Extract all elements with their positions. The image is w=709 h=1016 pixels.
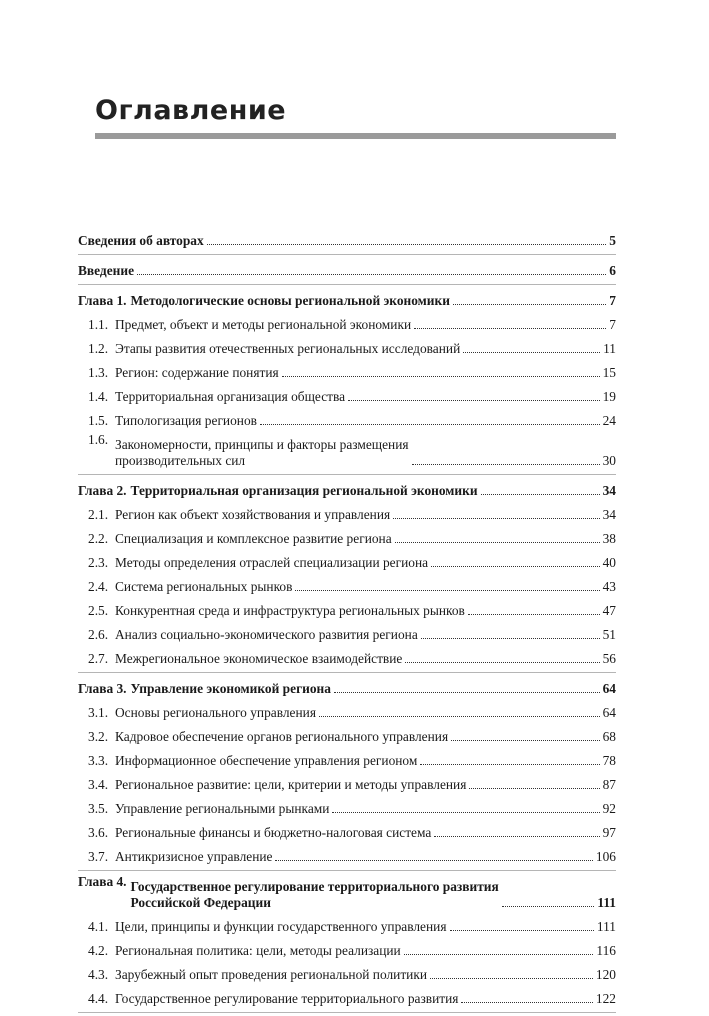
page-title: Оглавление	[95, 95, 287, 126]
toc-page-number: 6	[609, 263, 616, 278]
leader-dots	[348, 400, 600, 401]
section-title: Методы определения отраслей специализации региона	[115, 555, 429, 570]
section-title: Предмет, объект и методы региональной экономики	[115, 317, 412, 332]
divider	[78, 254, 616, 255]
section-title: Кадровое обеспечение органов регионального управления	[115, 729, 449, 744]
section-title: Система региональных рынков	[115, 579, 293, 594]
leader-dots	[334, 692, 600, 693]
toc-section-2-7[interactable]	[78, 646, 616, 670]
divider	[78, 1012, 616, 1013]
leader-dots	[207, 244, 607, 245]
toc-section-4-1[interactable]	[78, 914, 616, 938]
divider	[78, 474, 616, 475]
section-title: Управление региональными рынками	[115, 801, 330, 816]
section-number: 4.3.	[88, 967, 109, 982]
toc-section-3-3[interactable]	[78, 748, 616, 772]
toc-page-number: 64	[602, 705, 616, 720]
section-number: 3.5.	[88, 801, 109, 816]
leader-dots	[420, 764, 599, 765]
leader-dots	[461, 1002, 592, 1003]
chapter-title: Методологические основы региональной экономики	[130, 293, 450, 308]
toc-page-number: 97	[602, 825, 616, 840]
toc-page-number: 34	[602, 507, 616, 522]
leader-dots	[451, 740, 600, 741]
chapter-title: Управление экономикой региона	[130, 681, 331, 696]
toc-section-1-6[interactable]	[78, 432, 616, 472]
toc-section-1-5[interactable]	[78, 408, 616, 432]
section-number: 1.1.	[88, 317, 109, 332]
title-rule	[95, 133, 616, 139]
toc-page-number: 111	[596, 919, 616, 934]
section-title-line-1: Закономерности, принципы и факторы размещения	[115, 437, 409, 452]
toc-page-number: 68	[602, 729, 616, 744]
section-title: Специализация и комплексное развитие региона	[115, 531, 392, 546]
toc-page-number: 11	[603, 341, 616, 356]
toc-page-number: 47	[602, 603, 616, 618]
section-title: Конкурентная среда и инфраструктура региональных рынков	[115, 603, 465, 618]
toc-entry-title: Введение	[78, 263, 135, 278]
toc-entry-title: Сведения об авторах	[78, 233, 204, 248]
toc-page-number: 78	[602, 753, 616, 768]
toc-page-number: 34	[602, 483, 616, 498]
chapter-label: Глава 2.	[78, 483, 127, 498]
toc-section-2-5[interactable]	[78, 598, 616, 622]
divider	[78, 672, 616, 673]
section-title: Региональное развитие: цели, критерии и методы управления	[115, 777, 467, 792]
section-number: 4.1.	[88, 919, 109, 934]
toc-page-number: 56	[602, 651, 616, 666]
leader-dots	[430, 978, 593, 979]
leader-dots	[431, 566, 600, 567]
leader-dots	[463, 352, 600, 353]
section-number: 3.4.	[88, 777, 109, 792]
leader-dots	[421, 638, 600, 639]
leader-dots	[395, 542, 600, 543]
toc-page-number: 30	[602, 453, 616, 468]
leader-dots	[319, 716, 600, 717]
section-title	[115, 437, 409, 469]
toc-section-4-4[interactable]	[78, 986, 616, 1010]
toc-page-number: 116	[596, 943, 616, 958]
leader-dots	[502, 906, 595, 907]
section-title-line-2: производительных сил	[115, 453, 246, 468]
section-number: 4.2.	[88, 943, 109, 958]
toc-page-number: 64	[602, 681, 616, 696]
toc-section-2-2[interactable]	[78, 526, 616, 550]
chapter-title-line-2: Российской Федерации	[130, 895, 271, 910]
table-of-contents	[78, 228, 616, 1016]
leader-dots	[412, 464, 600, 465]
leader-dots	[414, 328, 606, 329]
leader-dots	[434, 836, 599, 837]
toc-section-3-7[interactable]	[78, 844, 616, 868]
section-title: Основы регионального управления	[115, 705, 316, 720]
toc-section-3-1[interactable]	[78, 700, 616, 724]
chapter-label: Глава 1.	[78, 293, 127, 308]
toc-entry-introduction[interactable]	[78, 258, 616, 282]
toc-page-number: 92	[602, 801, 616, 816]
divider	[78, 284, 616, 285]
toc-section-1-1[interactable]	[78, 312, 616, 336]
toc-chapter-2[interactable]	[78, 478, 616, 502]
toc-page-number: 40	[602, 555, 616, 570]
leader-dots	[405, 662, 599, 663]
section-number: 2.4.	[88, 579, 109, 594]
leader-dots	[469, 788, 599, 789]
toc-section-2-3[interactable]	[78, 550, 616, 574]
toc-page-number: 24	[602, 413, 616, 428]
toc-section-1-3[interactable]	[78, 360, 616, 384]
section-number: 2.1.	[88, 507, 109, 522]
section-title: Информационное обеспечение управления регионом	[115, 753, 418, 768]
section-title: Государственное регулирование территориального развития	[115, 991, 459, 1006]
section-number: 2.7.	[88, 651, 109, 666]
toc-page-number: 15	[602, 365, 616, 380]
leader-dots	[468, 614, 600, 615]
divider	[78, 870, 616, 871]
section-title: Межрегиональное экономическое взаимодействие	[115, 651, 403, 666]
toc-page-number: 38	[602, 531, 616, 546]
leader-dots	[481, 494, 600, 495]
section-title: Цели, принципы и функции государственного управления	[115, 919, 447, 934]
toc-section-3-5[interactable]	[78, 796, 616, 820]
section-title: Анализ социально-экономического развития региона	[115, 627, 418, 642]
toc-section-3-4[interactable]	[78, 772, 616, 796]
section-title: Зарубежный опыт проведения региональной политики	[115, 967, 428, 982]
toc-section-1-4[interactable]	[78, 384, 616, 408]
section-number: 2.5.	[88, 603, 109, 618]
toc-section-2-6[interactable]	[78, 622, 616, 646]
toc-page-number: 43	[602, 579, 616, 594]
leader-dots	[450, 930, 594, 931]
section-number: 3.6.	[88, 825, 109, 840]
section-number: 2.2.	[88, 531, 109, 546]
toc-section-4-2[interactable]	[78, 938, 616, 962]
section-title: Антикризисное управление	[115, 849, 273, 864]
toc-page-number: 87	[602, 777, 616, 792]
section-title: Территориальная организация общества	[115, 389, 346, 404]
toc-page-number: 106	[595, 849, 616, 864]
toc-page-number: 122	[595, 991, 616, 1006]
toc-chapter-1[interactable]	[78, 288, 616, 312]
toc-page-number: 19	[602, 389, 616, 404]
section-number: 3.7.	[88, 849, 109, 864]
section-title: Региональная политика: цели, методы реализации	[115, 943, 401, 958]
section-number: 3.3.	[88, 753, 109, 768]
section-title: Регион как объект хозяйствования и управления	[115, 507, 391, 522]
toc-entry-authors[interactable]	[78, 228, 616, 252]
section-number: 1.5.	[88, 413, 109, 428]
toc-section-2-4[interactable]	[78, 574, 616, 598]
chapter-label: Глава 4.	[78, 874, 127, 889]
toc-page-number: 7	[609, 317, 616, 332]
toc-chapter-4[interactable]	[78, 874, 616, 914]
section-title: Регион: содержание понятия	[115, 365, 279, 380]
toc-section-1-2[interactable]	[78, 336, 616, 360]
toc-page-number: 120	[595, 967, 616, 982]
leader-dots	[275, 860, 592, 861]
toc-page-number: 5	[609, 233, 616, 248]
section-title: Типологизация регионов	[115, 413, 257, 428]
leader-dots	[295, 590, 599, 591]
toc-section-2-1[interactable]	[78, 502, 616, 526]
section-number: 3.2.	[88, 729, 109, 744]
section-number: 1.2.	[88, 341, 109, 356]
toc-section-3-2[interactable]	[78, 724, 616, 748]
section-number: 1.6.	[88, 432, 109, 447]
section-number: 2.3.	[88, 555, 109, 570]
chapter-title-line-1: Государственное регулирование территориального развития	[130, 879, 499, 894]
section-number: 1.3.	[88, 365, 109, 380]
leader-dots	[260, 424, 600, 425]
section-title: Этапы развития отечественных региональных исследований	[115, 341, 461, 356]
toc-section-3-6[interactable]	[78, 820, 616, 844]
section-number: 2.6.	[88, 627, 109, 642]
section-number: 3.1.	[88, 705, 109, 720]
toc-section-4-3[interactable]	[78, 962, 616, 986]
leader-dots	[137, 274, 606, 275]
leader-dots	[453, 304, 606, 305]
toc-page-number: 7	[609, 293, 616, 308]
leader-dots	[393, 518, 599, 519]
chapter-title	[131, 879, 499, 911]
toc-page-number: 111	[597, 895, 616, 910]
chapter-label: Глава 3.	[78, 681, 127, 696]
leader-dots	[332, 812, 599, 813]
section-number: 4.4.	[88, 991, 109, 1006]
leader-dots	[282, 376, 600, 377]
chapter-title: Территориальная организация региональной экономики	[130, 483, 478, 498]
section-title: Региональные финансы и бюджетно-налоговая система	[115, 825, 432, 840]
leader-dots	[404, 954, 594, 955]
section-number: 1.4.	[88, 389, 109, 404]
toc-chapter-3[interactable]	[78, 676, 616, 700]
toc-page-number: 51	[602, 627, 616, 642]
